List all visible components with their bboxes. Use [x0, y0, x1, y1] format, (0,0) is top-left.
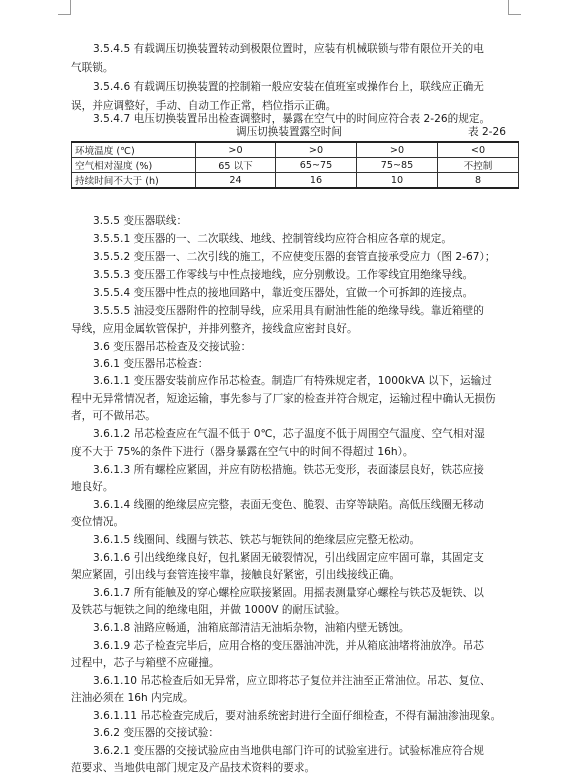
table-cell: 不控制 [438, 158, 519, 173]
para-3-5-4-7: 3.5.4.7 电压切换装置吊出检查调整时，暴露在空气中的时间应符合表 2-26的规定。 [93, 113, 491, 125]
heading-3-5-5: 3.5.5 变压器联线： [93, 215, 188, 227]
para-3-5-4-6-cont: 误，并应调整好，手动、自动工作正常，档位指示正确。 [71, 100, 337, 112]
table-row [72, 173, 519, 189]
para-3-5-4-5: 3.5.4.5 有载调压切换装置转动到极限位置时，应装有机械联锁与带有限位开关的电 [93, 43, 484, 55]
para-3-6-1-7-cont: 及铁芯与轭铁之间的绝缘电阻，并做 1000V 的耐压试验。 [71, 604, 346, 616]
crop-mark-top-left [58, 0, 71, 15]
table-cell: >0 [196, 142, 276, 158]
exposure-time-table [71, 141, 519, 189]
table-cell: 持续时间不大于 (h) [72, 173, 196, 189]
para-3-6-1-9-cont: 过程中，芯子与箱壁不应碰撞。 [71, 657, 220, 669]
para-3-5-5-5-cont: 导线，应用金属软管保护，并排列整齐，接线盒应密封良好。 [71, 323, 358, 335]
table-cell: 16 [276, 173, 357, 189]
para-3-6-1-5: 3.6.1.5 线圈间、线圈与铁芯、铁芯与轭铁间的绝缘层应完整无松动。 [93, 534, 421, 546]
table-cell: 24 [196, 173, 276, 189]
table-cell: 75~85 [357, 158, 438, 173]
para-3-6-1-4: 3.6.1.4 线圈的绝缘层应完整，表面无变色、脆裂、击穿等缺陷。高低压线圈无移动 [93, 499, 484, 511]
table-row [72, 142, 519, 158]
para-3-6-1-2-cont: 度不大于 75%的条件下进行（器身暴露在空气中的时间不得超过 16h）。 [71, 446, 414, 458]
table-cell: <0 [438, 142, 519, 158]
para-3-6-1-4-cont: 变位情况。 [71, 516, 125, 528]
para-3-6-1-1-cont: 者，可不做吊芯。 [71, 410, 156, 422]
table-cell: 8 [438, 173, 519, 189]
para-3-6-1-3: 3.6.1.3 所有螺栓应紧固，并应有防松措施。铁芯无变形，表面漆层良好，铁芯应接 [93, 464, 484, 476]
para-3-6-1-6: 3.6.1.6 引出线绝缘良好，包扎紧固无破裂情况，引出线固定应牢固可靠，其固定支 [93, 552, 484, 564]
para-3-6-1-11: 3.6.1.11 吊芯检查完成后，要对油系统密封进行全面仔细检查，不得有漏油渗油现象。 [93, 710, 502, 722]
table-number: 表 2-26 [467, 126, 506, 138]
para-3-5-5-2: 3.5.5.2 变压器一、二次引线的施工，不应使变压器的套管直接承受应力（图 2-67）； [93, 251, 496, 263]
para-3-6-2-1: 3.6.2.1 变压器的交接试验应由当地供电部门许可的试验室进行。试验标准应符合规 [93, 745, 484, 757]
para-3-5-5-5: 3.5.5.5 油浸变压器附件的控制导线，应采用具有耐油性能的绝缘导线。靠近箱壁的 [93, 305, 484, 317]
para-3-5-5-1: 3.5.5.1 变压器的一、二次联线、地线、控制管线均应符合相应各章的规定。 [93, 233, 452, 245]
table-cell: 65~75 [276, 158, 357, 173]
table-row [72, 158, 519, 173]
para-3-6-1-2: 3.6.1.2 吊芯检查应在气温不低于 0℃，芯子温度不低于周围空气温度、空气相对湿 [93, 428, 485, 440]
para-3-6-1-3-cont: 地良好。 [71, 481, 114, 493]
para-3-5-4-5-cont: 气联锁。 [71, 62, 114, 74]
para-3-6-1-1-cont: 程中无异常情况者，短途运输，事先参与了厂家的检查并符合规定，运输过程中确认无损伤 [71, 393, 496, 405]
para-3-6-1-6-cont: 架应紧固，引出线与套管连接牢靠，接触良好紧密，引出线接线正确。 [71, 569, 401, 581]
para-3-6-1-7: 3.6.1.7 所有能触及的穿心螺栓应联接紧固。用摇表测量穿心螺栓与铁芯及轭铁、以 [93, 587, 484, 599]
para-3-6-1-8: 3.6.1.8 油路应畅通，油箱底部清洁无油垢杂物，油箱内壁无锈蚀。 [93, 622, 410, 634]
para-3-6-2-1-cont: 范要求、当地供电部门规定及产品技术资料的要求。 [71, 762, 316, 774]
table-cell: 环境温度 (℃) [72, 142, 196, 158]
table-title: 调压切换装置露空时间 [236, 126, 342, 138]
table-cell: >0 [276, 142, 357, 158]
crop-mark-top-right [508, 0, 521, 15]
table-cell: 空气相对湿度 (%) [72, 158, 196, 173]
para-3-5-4-6: 3.5.4.6 有载调压切换装置的控制箱一般应安装在值班室或操作台上，联线应正确无 [93, 81, 484, 93]
heading-3-6: 3.6 变压器吊芯检查及交接试验： [93, 341, 252, 353]
heading-3-6-1: 3.6.1 变压器吊芯检查： [93, 358, 209, 370]
table-cell: >0 [357, 142, 438, 158]
para-3-5-5-3: 3.5.5.3 变压器工作零线与中性点接地线，应分别敷设。工作零线宜用绝缘导线。 [93, 269, 474, 281]
table-cell: 10 [357, 173, 438, 189]
para-3-5-5-4: 3.5.5.4 变压器中性点的接地回路中，靠近变压器处，宜做一个可拆卸的连接点。 [93, 287, 474, 299]
para-3-6-1-1: 3.6.1.1 变压器安装前应作吊芯检查。制造厂有特殊规定者，1000kVA 以下，运输过 [93, 375, 492, 387]
para-3-6-1-10: 3.6.1.10 吊芯检查后如无异常，应立即将芯子复位并注油至正常油位。吊芯、复位、 [93, 675, 491, 687]
heading-3-6-2: 3.6.2 变压器的交接试验： [93, 727, 219, 739]
para-3-6-1-9: 3.6.1.9 芯子检查完毕后，应用合格的变压器油冲洗，并从箱底油堵将油放净。吊芯 [93, 640, 484, 652]
para-3-6-1-10-cont: 注油必须在 16h 内完成。 [71, 692, 194, 704]
table-cell: 65 以下 [196, 158, 276, 173]
